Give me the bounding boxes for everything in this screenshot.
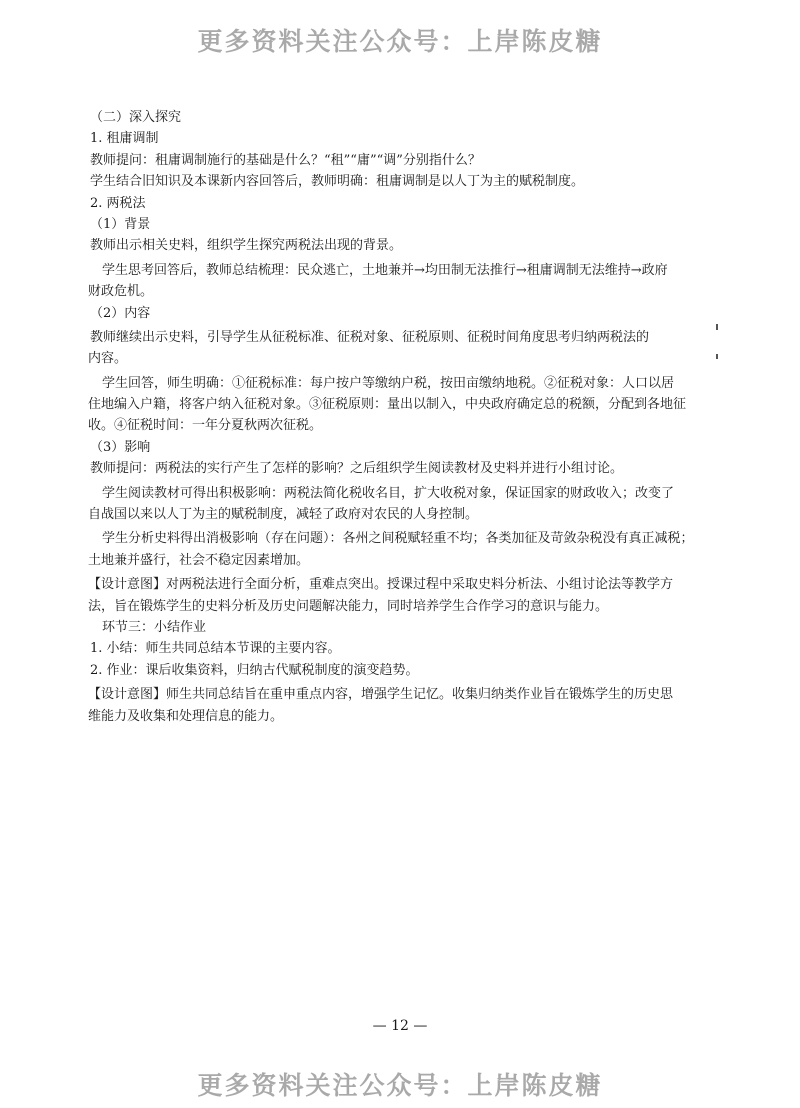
document-body: [88, 107, 694, 727]
paragraph-line: 教师出示相关史料，组织学生探究两税法出现的背景。: [90, 238, 403, 254]
design-intent-line: 【设计意图】对两税法进行全面分析，重难点突出。授课过程中采取史料分析法、小组讨论法等教学方: [88, 577, 674, 593]
item-heading: （2）内容: [90, 305, 151, 321]
item-heading: （1）背景: [90, 216, 151, 232]
paragraph-line: 教师提问：两税法的实行产生了怎样的影响？之后组织学生阅读教材及史料并进行小组讨论。: [90, 461, 624, 477]
paragraph-line: 教师提问：租庸调制施行的基础是什么？“租”“庸”“调”分别指什么？: [90, 152, 481, 168]
subsection-heading: 1. 租庸调制: [90, 131, 159, 147]
paragraph-line: 住地编入户籍，将客户纳入征税对象。③征税原则：量出以制入，中央政府确定总的税额，分配到各地征: [88, 397, 687, 413]
scan-speck: [716, 354, 718, 359]
paragraph-line: 学生分析史料得出消极影响（存在问题）：各州之间税赋轻重不均；各类加征及苛敛杂税没有真正减税；: [102, 531, 694, 547]
section-heading: 环节三：小结作业: [102, 619, 207, 635]
paragraph-line: 法，旨在锻炼学生的史料分析及历史问题解决能力，同时培养学生合作学习的意识与能力。: [88, 598, 609, 614]
paragraph-line: 2. 作业：课后收集资料，归纳古代赋税制度的演变趋势。: [90, 662, 419, 678]
paragraph-line: 内容。: [88, 351, 128, 367]
paragraph-line: 学生回答，师生明确：①征税标准：每户按户等缴纳户税，按田亩缴纳地税。②征税对象：人口以居: [102, 375, 675, 391]
paragraph-line: 教师继续出示史料，引导学生从征税标准、征税对象、征税原则、征税时间角度思考归纳两税法的: [90, 329, 650, 345]
paragraph-line: 财政危机。: [88, 284, 154, 300]
watermark-bottom: 更多资料关注公众号：上岸陈皮糖: [197, 1071, 603, 1100]
paragraph-line: 收。④征税时间：一年分夏秋两次征税。: [88, 418, 323, 434]
page-number: — 12 —: [372, 1018, 428, 1034]
paragraph-line: 维能力及收集和处理信息的能力。: [88, 708, 284, 724]
paragraph-line: 学生思考回答后，教师总结梳理：民众逃亡，土地兼并→均田制无法推行→租庸调制无法维持→政府: [102, 262, 668, 278]
design-intent-line: 【设计意图】师生共同总结旨在重申重点内容，增强学生记忆。收集归纳类作业旨在锻炼学生的历史思: [88, 687, 674, 703]
paragraph-line: 学生阅读教材可得出积极影响：两税法简化税收名目，扩大收税对象，保证国家的财政收入；改变了: [102, 485, 675, 501]
subsection-heading: 2. 两税法: [90, 195, 146, 211]
section-heading: （二）深入探究: [90, 110, 182, 125]
paragraph-line: 1. 小结：师生共同总结本节课的主要内容。: [90, 641, 341, 657]
watermark-top: 更多资料关注公众号：上岸陈皮糖: [197, 27, 603, 56]
paragraph-line: 土地兼并盛行，社会不稳定因素增加。: [88, 552, 310, 568]
paragraph-line: 自战国以来以人丁为主的赋税制度，减轻了政府对农民的人身控制。: [88, 507, 479, 523]
paragraph-line: 学生结合旧知识及本课新内容回答后，教师明确：租庸调制是以人丁为主的赋税制度。: [90, 174, 585, 190]
item-heading: （3）影响: [90, 439, 151, 455]
scan-speck: [716, 324, 718, 330]
